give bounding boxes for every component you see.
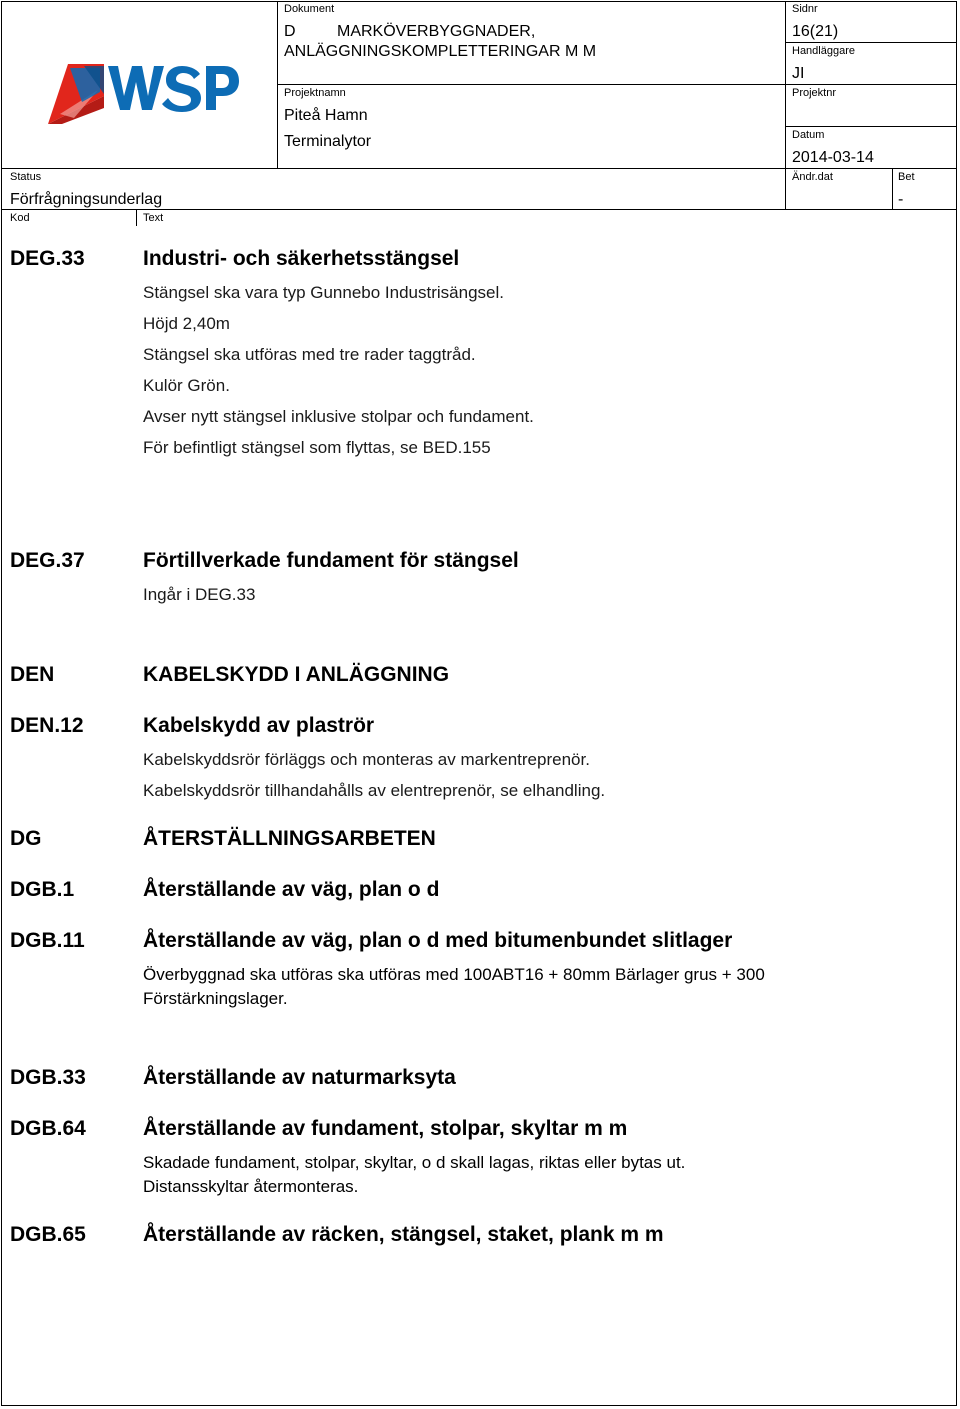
text-line: Skadade fundament, stolpar, skyltar, o d skall lagas, riktas eller bytas ut. — [143, 1153, 686, 1172]
header-divider — [1, 209, 957, 210]
entry-code: DGB.33 — [10, 1066, 86, 1089]
entry-code: DGB.11 — [10, 929, 85, 952]
datum-label: Datum — [792, 129, 825, 141]
entry-code: DEN.12 — [10, 714, 84, 737]
text-line: Kabelskyddsrör tillhandahålls av elentreprenör, se elhandling. — [143, 781, 606, 800]
kod-label: Kod — [10, 212, 30, 224]
entry-title: Återställande av väg, plan o d — [143, 878, 440, 901]
dokument-label: Dokument — [284, 3, 335, 15]
entry-code: DG — [10, 827, 42, 850]
text-line: Ingår i DEG.33 — [143, 585, 256, 604]
handlaggare-value: JI — [792, 65, 805, 82]
header-divider — [785, 126, 957, 127]
text-line: Överbyggnad ska utföras ska utföras med 100ABT16 + 80mm Bärlager grus + 300 Förstärkningslager. — [143, 965, 765, 1008]
entry-text — [143, 277, 923, 463]
projektnr-label: Projektnr — [792, 87, 837, 99]
entry-title: KABELSKYDD I ANLÄGGNING — [143, 663, 450, 686]
header-divider — [785, 1, 786, 210]
entry-title: Förtillverkade fundament för stängsel — [143, 549, 519, 572]
projektnamn-label: Projektnamn — [284, 87, 346, 99]
text-line: Stängsel ska vara typ Gunnebo Industrisängsel. — [143, 283, 504, 302]
wsp-logo — [40, 56, 240, 126]
entry-text — [143, 1151, 923, 1199]
entry-title: Återställande av naturmarksyta — [143, 1066, 456, 1089]
entry-title: ÅTERSTÄLLNINGSARBETEN — [143, 827, 436, 850]
status-value: Förfrågningsunderlag — [10, 191, 163, 208]
entry-title: Återställande av räcken, stängsel, staket, plank m m — [143, 1223, 664, 1246]
header-divider — [1, 168, 957, 169]
dokument-title-line2: ANLÄGGNINGSKOMPLETTERINGAR M M — [284, 43, 597, 60]
entry-code: DGB.65 — [10, 1223, 86, 1246]
entry-text — [143, 963, 878, 1011]
text-line: Kulör Grön. — [143, 376, 230, 395]
sidnr-label: Sidnr — [792, 3, 818, 15]
entry-code: DEG.33 — [10, 247, 85, 270]
status-label: Status — [10, 171, 42, 183]
text-line: Höjd 2,40m — [143, 314, 230, 333]
dokument-code: D — [284, 23, 296, 40]
entry-code: DEG.37 — [10, 549, 85, 572]
entry-title: Industri- och säkerhetsstängsel — [143, 247, 460, 270]
text-line: Distansskyltar återmonteras. — [143, 1177, 359, 1196]
bet-label: Bet — [898, 171, 915, 183]
entry-text — [143, 744, 923, 806]
text-line: Kabelskyddsrör förläggs och monteras av markentreprenör. — [143, 750, 590, 769]
header-divider — [277, 84, 786, 85]
projektnamn-line2: Terminalytor — [284, 133, 372, 150]
header-divider — [277, 1, 278, 169]
entry-code: DGB.1 — [10, 878, 75, 901]
entry-title: Återställande av väg, plan o d med bitumenbundet slitlager — [143, 929, 733, 952]
text-line: Avser nytt stängsel inklusive stolpar och fundament. — [143, 407, 534, 426]
kod-text-divider — [136, 210, 137, 226]
text-line: För befintligt stängsel som flyttas, se BED.155 — [143, 438, 491, 457]
handlaggare-label: Handläggare — [792, 45, 855, 57]
dokument-title-line1: MARKÖVERBYGGNADER, — [337, 23, 536, 40]
projektnamn-line1: Piteå Hamn — [284, 107, 368, 124]
sidnr-value: 16(21) — [792, 23, 839, 40]
datum-value: 2014-03-14 — [792, 149, 874, 166]
entry-title: Återställande av fundament, stolpar, skyltar m m — [143, 1117, 628, 1140]
andr-dat-label: Ändr.dat — [792, 171, 833, 183]
header-divider — [892, 168, 893, 210]
text-line: Stängsel ska utföras med tre rader taggtråd. — [143, 345, 476, 364]
entry-title: Kabelskydd av plaströr — [143, 714, 375, 737]
entry-code: DEN — [10, 663, 55, 686]
entry-text — [143, 579, 923, 610]
bet-value: - — [898, 191, 904, 208]
header-divider — [785, 84, 957, 85]
entry-code: DGB.64 — [10, 1117, 86, 1140]
header-divider — [785, 42, 957, 43]
text-label: Text — [143, 212, 164, 224]
